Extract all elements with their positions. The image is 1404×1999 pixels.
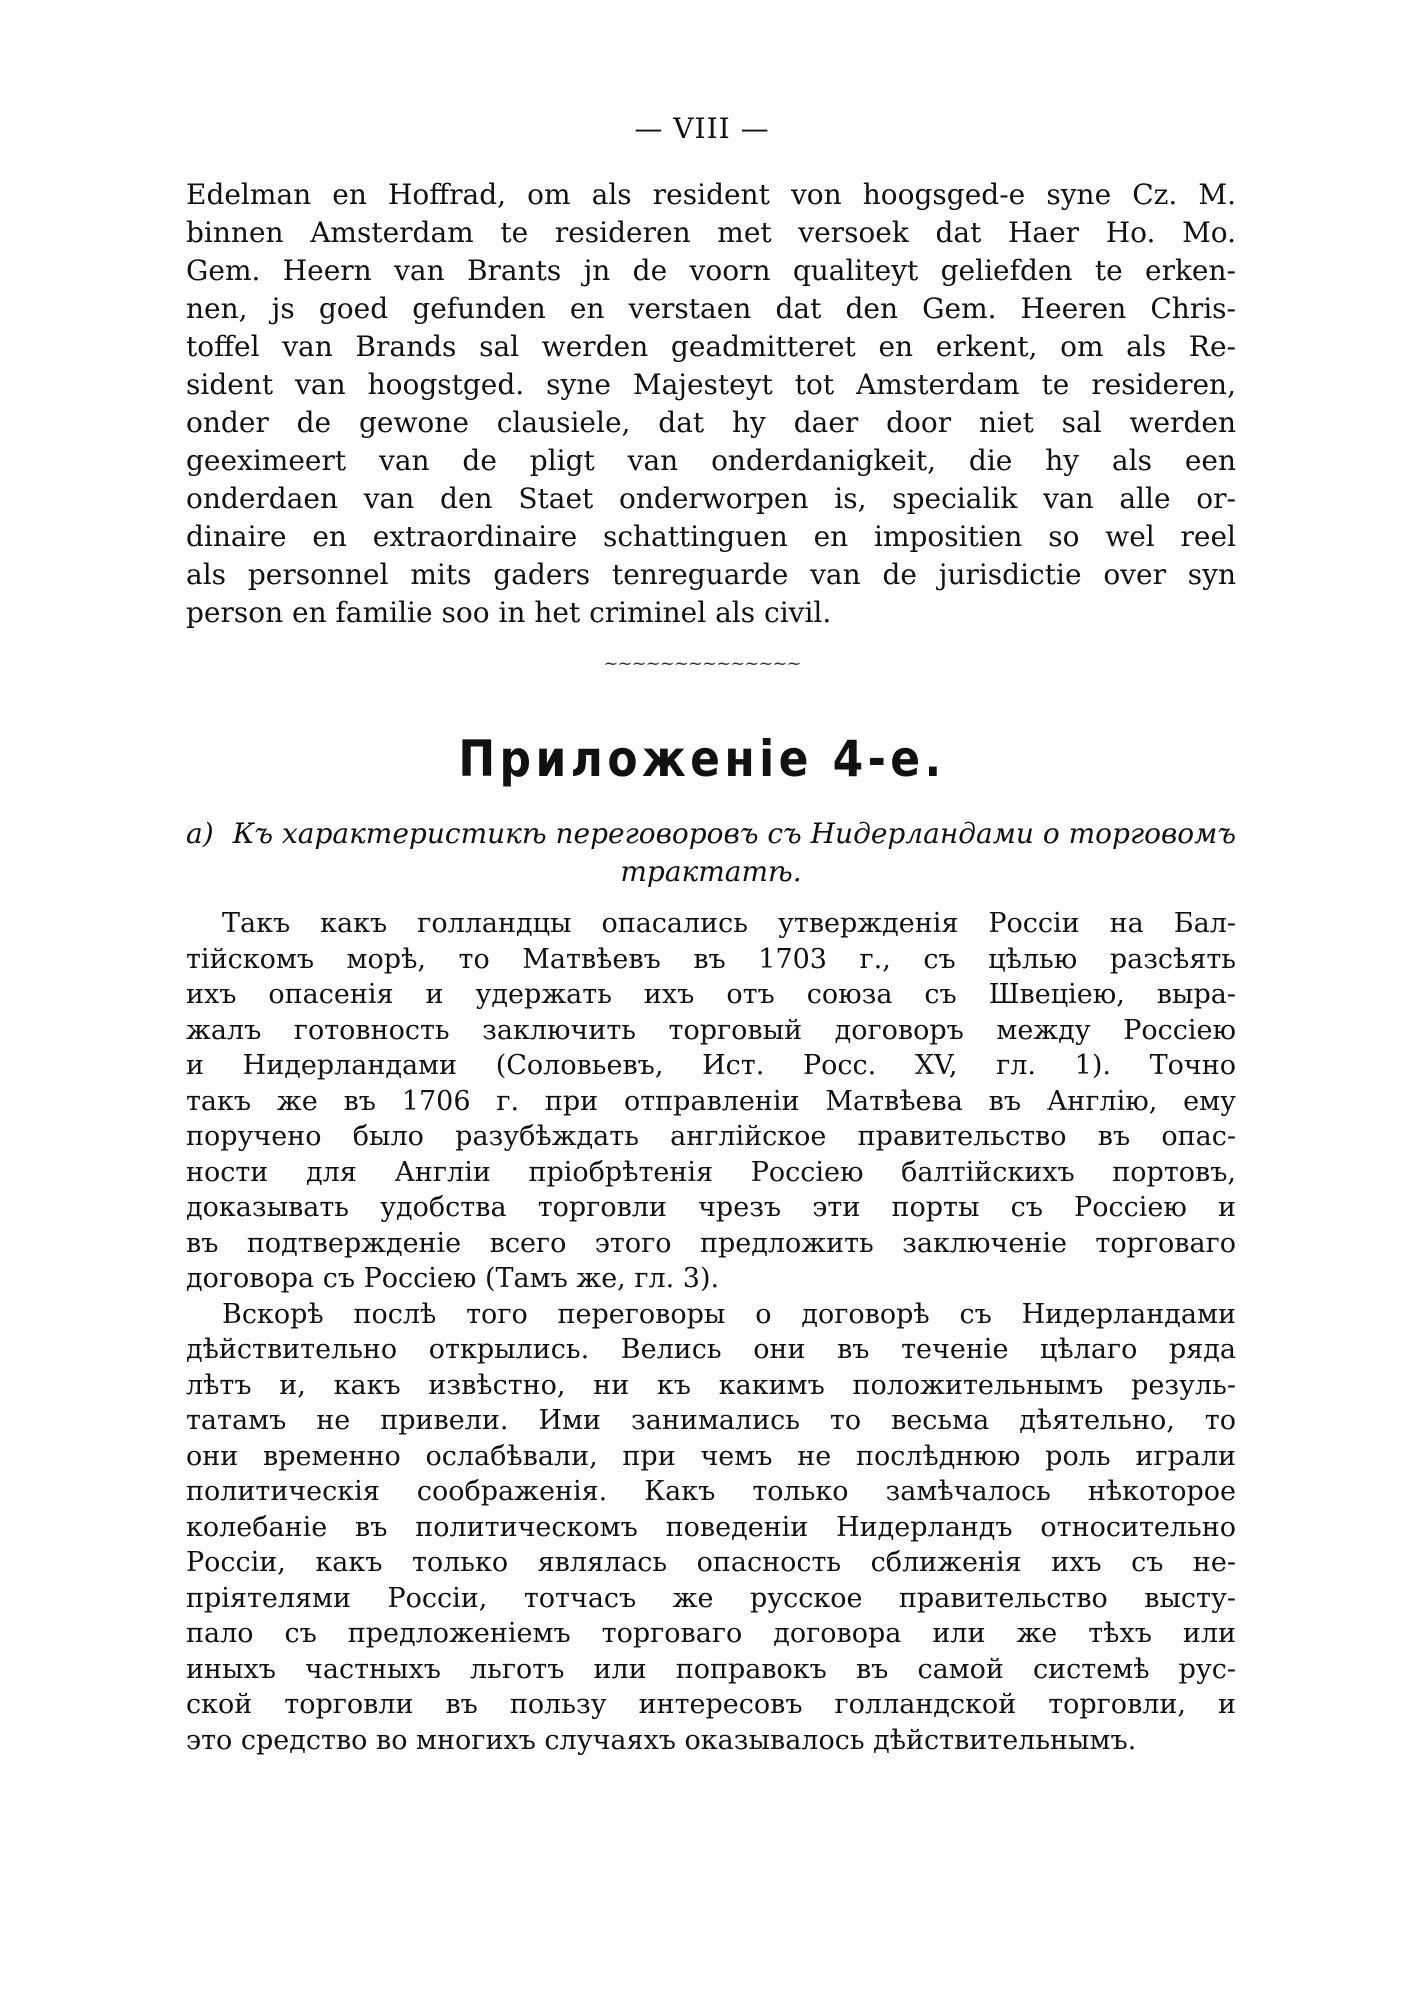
paragraph-line: пріятелями Россіи, тотчасъ же русское правительство высту- bbox=[186, 1582, 1236, 1614]
paragraph-line: поручено было разубѣждать англійское правительство въ опас- bbox=[186, 1121, 1236, 1152]
text-line: onderdaen van den Staet onderworpen is, specialik van alle or- bbox=[186, 482, 1236, 515]
paragraph-line: въ подтвержденіе всего этого предложить заключеніе торговаго bbox=[186, 1227, 1236, 1259]
paragraph-line: Россіи, какъ только являлась опасность сближенія ихъ съ не- bbox=[186, 1547, 1236, 1578]
paragraph-line: дѣйствительно открылись. Велись они въ теченіе цѣлаго ряда bbox=[186, 1334, 1236, 1365]
text-line: person en familie soo in het criminel als civil. bbox=[186, 596, 832, 629]
paragraph-line: это средство во многихъ случаяхъ оказывалось дѣйствительнымъ. bbox=[186, 1724, 1137, 1756]
text-line: nen, js goed gefunden en verstaen dat den Gem. Heeren Chris- bbox=[186, 292, 1236, 325]
text-line: Edelman en Hoffrad, om als resident von hoogsged-e syne Cz. M. bbox=[186, 178, 1236, 211]
paragraph-line: они временно ослабѣвали, при чемъ не послѣднюю роль играли bbox=[186, 1440, 1236, 1472]
paragraph-line: ской торговли въ пользу интересовъ голландской торговли, и bbox=[186, 1689, 1236, 1720]
paragraph-line: и Нидерландами (Соловьевъ, Ист. Росс. XV, гл. 1). Точно bbox=[186, 1050, 1236, 1081]
section-divider-ornament: ~~~~~~~~~~~~~~ bbox=[603, 653, 801, 674]
subheading-line: трактатѣ. bbox=[620, 855, 802, 888]
paragraph-line: доказывать удобства торговли чрезъ эти порты съ Россіею и bbox=[186, 1192, 1236, 1223]
subheading-line: Къ характеристикѣ переговоровъ съ Нидерландами о торговомъ bbox=[232, 817, 1236, 850]
section-subheading bbox=[186, 815, 1236, 891]
paragraph-line: татамъ не привели. Ими занимались то весьма дѣятельно, то bbox=[186, 1405, 1236, 1436]
paragraph-line: колебаніе въ политическомъ поведеніи Нидерландъ относительно bbox=[186, 1511, 1236, 1543]
paragraph-line: договора съ Россіею (Тамъ же, гл. 3). bbox=[186, 1263, 720, 1294]
paragraph-line: ности для Англіи пріобрѣтенія Россіею балтійскихъ портовъ, bbox=[186, 1156, 1236, 1188]
paragraph-line: иныхъ частныхъ льготъ или поправокъ въ самой системѣ рус- bbox=[186, 1653, 1236, 1685]
subheading-label: a) bbox=[186, 817, 214, 850]
paragraph-line: такъ же въ 1706 г. при отправленіи Матвѣева въ Англію, ему bbox=[186, 1085, 1236, 1117]
paragraph-line: тійскомъ морѣ, то Матвѣевъ въ 1703 г., съ цѣлью разсѣять bbox=[186, 943, 1236, 975]
paragraph-line: жалъ готовность заключить торговый договоръ между Россіею bbox=[186, 1014, 1236, 1046]
paragraph-line: Вскорѣ послѣ того переговоры о договорѣ съ Нидерландами bbox=[222, 1298, 1236, 1330]
dutch-text-block bbox=[186, 176, 1236, 632]
text-line: geeximeert van de pligt van onderdanigkeit, die hy als een bbox=[186, 444, 1236, 477]
text-line: toffel van Brands sal werden geadmitteret en erkent, om als Re- bbox=[186, 330, 1236, 363]
paragraph-line: лѣтъ и, какъ извѣстно, ни къ какимъ положительнымъ резуль- bbox=[186, 1369, 1236, 1401]
appendix-heading: Приложеніе 4-е. bbox=[458, 730, 946, 788]
text-line: onder de gewone clausiele, dat hy daer door niet sal werden bbox=[186, 406, 1236, 439]
text-line: als personnel mits gaders tenreguarde van de jurisdictie over syn bbox=[186, 558, 1236, 591]
paragraph-line: политическія соображенія. Какъ только замѣчалось нѣкоторое bbox=[186, 1476, 1236, 1507]
paragraph-line: Такъ какъ голландцы опасались утвержденія Россіи на Бал- bbox=[222, 908, 1236, 939]
russian-text-block bbox=[186, 906, 1236, 1758]
text-line: binnen Amsterdam te resideren met versoek dat Haer Ho. Mo. bbox=[186, 216, 1236, 249]
paragraph-line: пало съ предложеніемъ торговаго договора или же тѣхъ или bbox=[186, 1618, 1236, 1649]
text-line: sident van hoogstged. syne Majesteyt tot Amsterdam te resideren, bbox=[186, 368, 1236, 401]
text-line: dinaire en extraordinaire schattinguen en impositien so wel reel bbox=[186, 520, 1236, 553]
text-line: Gem. Heern van Brants jn de voorn qualiteyt geliefden te erken- bbox=[186, 254, 1236, 287]
paragraph-line: ихъ опасенія и удержать ихъ отъ союза съ Швеціею, выра- bbox=[186, 979, 1236, 1010]
page-number: — VIII — bbox=[634, 112, 770, 145]
